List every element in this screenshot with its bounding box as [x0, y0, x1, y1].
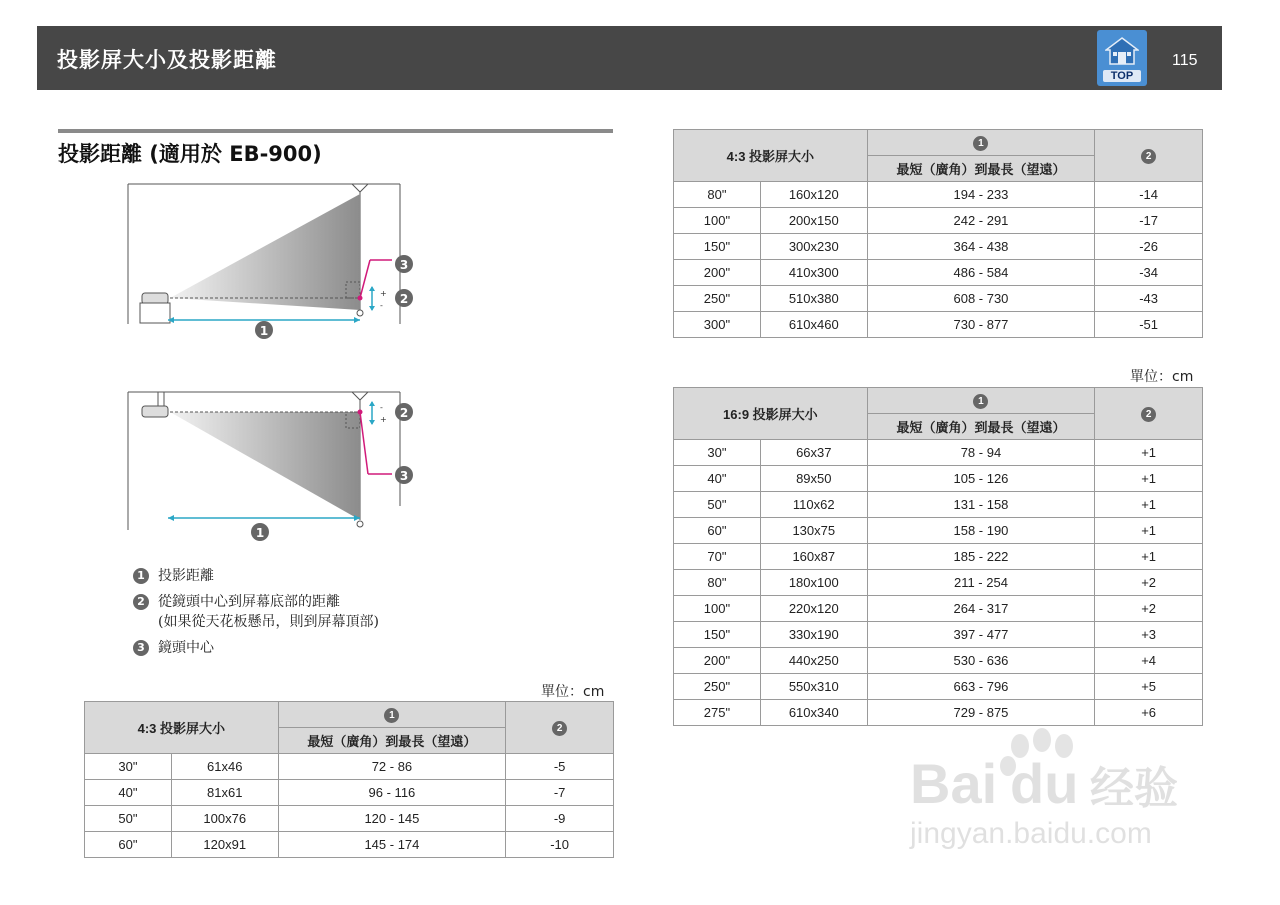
unit-label-right: 單位：cm [1130, 369, 1194, 385]
dimensions-cell: 130x75 [760, 518, 867, 544]
table-row [674, 286, 1203, 312]
offset-cell: +4 [1095, 648, 1203, 674]
plus-sign-2: + [380, 415, 387, 424]
distance-range-cell: 264 - 317 [867, 596, 1095, 622]
dimensions-cell: 220x120 [760, 596, 867, 622]
table-row [674, 518, 1203, 544]
screen-size-cell: 70" [674, 544, 761, 570]
table-row [674, 466, 1203, 492]
screen-size-cell: 80" [674, 570, 761, 596]
col-marker-1-badge: 1 [973, 394, 988, 409]
legend-text: 鏡頭中心 [158, 640, 214, 656]
screen-size-cell: 30" [674, 440, 761, 466]
dimensions-cell: 100x76 [171, 806, 278, 832]
dimensions-cell: 330x190 [760, 622, 867, 648]
dimensions-cell: 160x120 [760, 182, 867, 208]
distance-range-cell: 105 - 126 [867, 466, 1095, 492]
offset-cell: +1 [1095, 466, 1203, 492]
dimensions-cell: 610x460 [760, 312, 867, 338]
offset-cell: -17 [1095, 208, 1203, 234]
distance-range-cell: 486 - 584 [867, 260, 1095, 286]
screen-size-cell: 150" [674, 622, 761, 648]
screen-size-cell: 200" [674, 260, 761, 286]
col-marker-1 [867, 388, 1095, 414]
table-row [674, 312, 1203, 338]
dimensions-cell: 410x300 [760, 260, 867, 286]
distance-range-cell: 530 - 636 [867, 648, 1095, 674]
range-header: 最短（廣角）到最長（望遠） [278, 728, 506, 754]
distance-range-cell: 663 - 796 [867, 674, 1095, 700]
offset-cell: +1 [1095, 440, 1203, 466]
legend-marker: 2 [133, 594, 149, 610]
callout-1-label-b: 1 [255, 526, 265, 540]
minus-sign: - [380, 301, 383, 310]
table-row [674, 648, 1203, 674]
section-title: 投影距離 (適用於 EB-900) [58, 142, 322, 166]
table-row [674, 622, 1203, 648]
callout-3-label: 3 [399, 258, 409, 272]
distance-range-cell: 364 - 438 [867, 234, 1095, 260]
screen-size-cell: 250" [674, 286, 761, 312]
screen-size-cell: 80" [674, 182, 761, 208]
legend-item [133, 566, 379, 586]
section-divider [58, 129, 613, 133]
ceiling-projection-diagram [120, 386, 430, 546]
offset-cell: +3 [1095, 622, 1203, 648]
col-marker-1-badge: 1 [973, 136, 988, 151]
table-row [674, 596, 1203, 622]
dimensions-cell: 61x46 [171, 754, 278, 780]
distance-range-cell: 78 - 94 [867, 440, 1095, 466]
watermark-brand-cn: 经验 [1090, 763, 1178, 814]
legend-text-group [158, 592, 379, 632]
dimensions-cell: 120x91 [171, 832, 278, 858]
dimensions-cell: 610x340 [760, 700, 867, 726]
screen-size-cell: 30" [85, 754, 172, 780]
table-4-3-small [84, 701, 614, 858]
callout-3-label-b: 3 [399, 469, 409, 483]
offset-cell: +1 [1095, 544, 1203, 570]
table-row [674, 208, 1203, 234]
col-marker-2-badge: 2 [1141, 407, 1156, 422]
diagram-legend [133, 566, 379, 664]
dimensions-cell: 440x250 [760, 648, 867, 674]
callout-2-label-b: 2 [399, 406, 409, 420]
legend-item [133, 638, 379, 658]
screen-size-cell: 250" [674, 674, 761, 700]
floor-projection-diagram [120, 180, 430, 345]
legend-text: 投影距離 [158, 568, 214, 584]
dimensions-cell: 510x380 [760, 286, 867, 312]
offset-cell: -34 [1095, 260, 1203, 286]
distance-range-cell: 120 - 145 [278, 806, 506, 832]
dimensions-cell: 81x61 [171, 780, 278, 806]
page-number: 115 [1172, 52, 1198, 69]
distance-range-cell: 145 - 174 [278, 832, 506, 858]
offset-cell: -43 [1095, 286, 1203, 312]
header-title: 投影屏大小及投影距離 [57, 48, 277, 72]
table-row [674, 570, 1203, 596]
table-row [674, 674, 1203, 700]
unit-label-left: 單位：cm [541, 684, 605, 700]
screen-size-cell: 100" [674, 596, 761, 622]
offset-cell: -51 [1095, 312, 1203, 338]
table-title: 4:3 投影屏大小 [674, 130, 868, 182]
watermark-url: jingyan.baidu.com [910, 817, 1152, 850]
offset-cell: +6 [1095, 700, 1203, 726]
callout-2-label: 2 [399, 292, 409, 306]
offset-cell: +1 [1095, 518, 1203, 544]
table-row [85, 754, 614, 780]
col-marker-1 [867, 130, 1095, 156]
col-marker-2 [1095, 388, 1203, 440]
screen-size-cell: 40" [674, 466, 761, 492]
table-row [674, 492, 1203, 518]
plus-sign: + [380, 289, 387, 298]
screen-size-cell: 50" [674, 492, 761, 518]
col-marker-2-badge: 2 [1141, 149, 1156, 164]
distance-range-cell: 242 - 291 [867, 208, 1095, 234]
offset-cell: -5 [506, 754, 614, 780]
dimensions-cell: 110x62 [760, 492, 867, 518]
distance-range-cell: 608 - 730 [867, 286, 1095, 312]
table-row [85, 806, 614, 832]
screen-size-cell: 100" [674, 208, 761, 234]
legend-note: (如果從天花板懸吊，則到屏幕頂部) [158, 614, 379, 630]
screen-size-cell: 60" [85, 832, 172, 858]
offset-cell: -14 [1095, 182, 1203, 208]
dimensions-cell: 180x100 [760, 570, 867, 596]
col-marker-2 [1095, 130, 1203, 182]
table-title: 4:3 投影屏大小 [85, 702, 279, 754]
dimensions-cell: 66x37 [760, 440, 867, 466]
screen-size-cell: 275" [674, 700, 761, 726]
offset-cell: +5 [1095, 674, 1203, 700]
offset-cell: +2 [1095, 570, 1203, 596]
baidu-watermark [880, 718, 1210, 868]
legend-marker: 1 [133, 568, 149, 584]
screen-size-cell: 150" [674, 234, 761, 260]
screen-size-cell: 40" [85, 780, 172, 806]
offset-cell: +1 [1095, 492, 1203, 518]
table-row [674, 260, 1203, 286]
distance-range-cell: 158 - 190 [867, 518, 1095, 544]
screen-size-cell: 50" [85, 806, 172, 832]
range-header: 最短（廣角）到最長（望遠） [867, 156, 1095, 182]
page-header [37, 26, 1222, 90]
dimensions-cell: 550x310 [760, 674, 867, 700]
offset-cell: -7 [506, 780, 614, 806]
top-label: TOP [1103, 70, 1141, 82]
dimensions-cell: 200x150 [760, 208, 867, 234]
watermark-brand-suffix: du [1010, 752, 1079, 815]
dimensions-cell: 160x87 [760, 544, 867, 570]
table-row [85, 832, 614, 858]
legend-text: 從鏡頭中心到屏幕底部的距離 [158, 594, 340, 610]
minus-sign-2: - [380, 403, 383, 412]
table-row [85, 780, 614, 806]
col-marker-1 [278, 702, 506, 728]
distance-range-cell: 96 - 116 [278, 780, 506, 806]
dimensions-cell: 300x230 [760, 234, 867, 260]
table-row [674, 234, 1203, 260]
offset-cell: -9 [506, 806, 614, 832]
col-marker-2 [506, 702, 614, 754]
distance-range-cell: 185 - 222 [867, 544, 1095, 570]
table-4-3-large [673, 129, 1203, 338]
offset-cell: +2 [1095, 596, 1203, 622]
table-row [674, 182, 1203, 208]
distance-range-cell: 131 - 158 [867, 492, 1095, 518]
home-icon [1105, 36, 1139, 66]
offset-cell: -10 [506, 832, 614, 858]
screen-size-cell: 60" [674, 518, 761, 544]
dimensions-cell: 89x50 [760, 466, 867, 492]
top-button[interactable] [1097, 30, 1147, 86]
legend-item [133, 592, 379, 632]
distance-range-cell: 397 - 477 [867, 622, 1095, 648]
range-header: 最短（廣角）到最長（望遠） [867, 414, 1095, 440]
screen-size-cell: 200" [674, 648, 761, 674]
offset-cell: -26 [1095, 234, 1203, 260]
table-row [674, 544, 1203, 570]
col-marker-2-badge: 2 [552, 721, 567, 736]
distance-range-cell: 730 - 877 [867, 312, 1095, 338]
distance-range-cell: 729 - 875 [867, 700, 1095, 726]
table-row [674, 440, 1203, 466]
legend-marker: 3 [133, 640, 149, 656]
distance-range-cell: 194 - 233 [867, 182, 1095, 208]
screen-size-cell: 300" [674, 312, 761, 338]
table-16-9 [673, 387, 1203, 726]
watermark-brand: Bai [910, 752, 998, 815]
col-marker-1-badge: 1 [384, 708, 399, 723]
distance-range-cell: 211 - 254 [867, 570, 1095, 596]
table-title: 16:9 投影屏大小 [674, 388, 868, 440]
callout-1-label: 1 [259, 324, 269, 338]
distance-range-cell: 72 - 86 [278, 754, 506, 780]
